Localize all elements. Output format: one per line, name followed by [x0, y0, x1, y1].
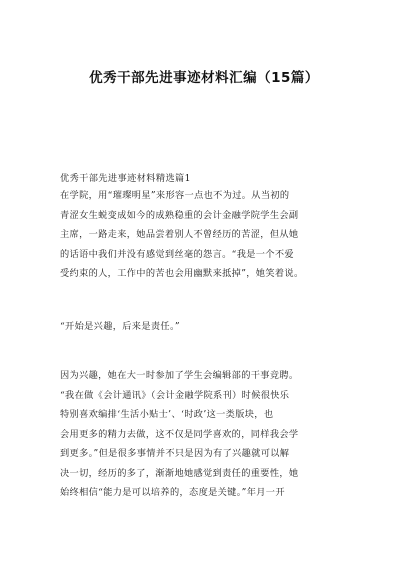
document-title: 优秀干部先进事迹材料汇编（15篇） [89, 70, 319, 86]
paragraph-line: 受约束的人，工作中的苦也会用幽默来抵掉”，她笑着说。 [60, 268, 304, 279]
paragraph-line: 因为兴趣，她在大一时参加了学生会编辑部的干事竞聘。 [60, 370, 299, 381]
paragraph-line: 在学院，用“璀璨明星”来形容一点也不为过。从当初的 [60, 190, 290, 201]
paragraph-line: 的话语中我们并没有感觉到丝毫的怨言。“我是一个不爱 [60, 248, 294, 260]
paragraph-3 [60, 366, 350, 503]
paragraph-line: 青涩女生蜕变成如今的成熟稳重的会计金融学院学生会副 [60, 209, 299, 221]
paragraph-line: 会用更多的精力去做，这不仅是同学喜欢的，同样我会学 [60, 428, 299, 440]
paragraph-line: “开始是兴趣，后来是责任。” [60, 321, 180, 332]
paragraph-line: 始终相信“能力是可以培养的，态度是关键。”年月一开 [60, 487, 285, 498]
paragraph-line: 主席，一路走来，她品尝着别人不曾经历的苦涩，但从她 [60, 229, 299, 240]
paragraph-1 [60, 186, 350, 284]
paragraph-line: 特别喜欢编排‘生活小贴士’、‘时政’这一类版块，也 [60, 409, 274, 420]
paragraph-2 [60, 317, 350, 337]
section-heading: 优秀干部先进事迹材料精选篇1 [60, 173, 191, 184]
paragraph-line: 到更多。”但是很多事情并不只是因为有了兴趣就可以解 [60, 448, 290, 459]
paragraph-line: 决一切，经历的多了，渐渐地她感觉到责任的重要性，她 [60, 467, 299, 479]
paragraph-line: “我在做《会计通讯》（会计金融学院系刊）时候很快乐 [60, 389, 290, 401]
